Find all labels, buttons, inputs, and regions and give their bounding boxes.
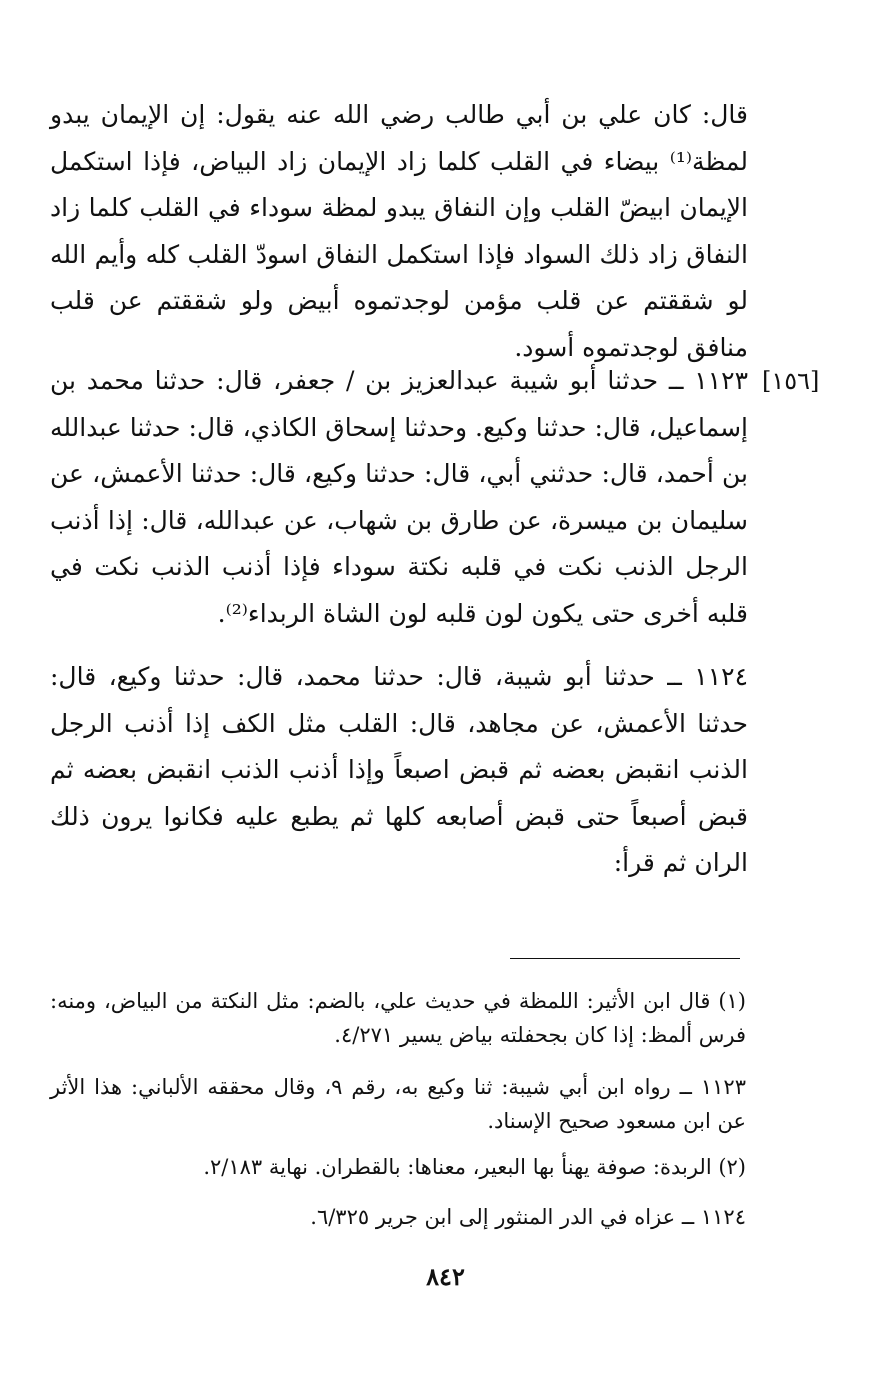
footnote-1123: ١١٢٣ ــ رواه ابن أبي شيبة: ثنا وكيع به، رقم ٩، وقال محققه الألباني: هذا الأثر عن ابن مسعود صحيح الإسناد. xyxy=(50,1075,746,1133)
footnote-1: (١) قال ابن الأثير: اللمظة في حديث علي، بالضم: مثل النكتة من البياض، ومنه: فرس ألمظ: إذا كان بجحفلته بياض يسير ٤/٢٧١. xyxy=(50,989,746,1047)
footnote-separator xyxy=(510,958,740,959)
body-paragraph-1123: ١١٢٣ ــ حدثنا أبو شيبة عبدالعزيز بن / جعفر، قال: حدثنا محمد بن إسماعيل، قال: حدثنا وكيع. وحدثنا إسحاق الكاذي، قال: حدثنا عبدالله بن أحمد، قال: حدثني أبي، قال: حدثنا وكيع، قال: حدثنا الأعمش، عن سليمان بن ميسرة، عن طارق بن شهاب، عن عبدالله، قال: إذا أذنب الرجل الذنب نكت في قلبه نكتة سوداء فإذا أذنب الذنب نكت في قلبه أخرى حتى يكون لون قلبه لون الشاة الربداء⁽²⁾. xyxy=(50,366,748,628)
page-number: ٨٤٢ xyxy=(426,1262,465,1291)
body-paragraph-1124: ١١٢٤ ــ حدثنا أبو شيبة، قال: حدثنا محمد، قال: حدثنا وكيع، قال: حدثنا الأعمش، عن مجاهد، قال: القلب مثل الكف إذا أذنب الرجل الذنب انقبض بعضه ثم قبض اصبعاً وإذا أذنب الذنب انقبض بعضه ثم قبض أصبعاً حتى قبض أصابعه كلها ثم يطبع عليه فكانوا يرون ذلك الران ثم قرأ: xyxy=(50,662,748,877)
body-paragraph-1: قال: كان علي بن أبي طالب رضي الله عنه يقول: إن الإيمان يبدو لمظة⁽¹⁾ بيضاء في القلب كلما زاد الإيمان زاد البياض، فإذا استكمل الإيمان ابيضّ القلب وإن النفاق يبدو لمظة سوداء في القلب كلما زاد النفاق زاد ذلك السواد فإذا استكمل النفاق اسودّ القلب كله وأيم الله لو شققتم عن قلب مؤمن لوجدتموه أبيض ولو شققتم عن قلب منافق لوجدتموه أسود. xyxy=(50,100,748,362)
margin-page-reference: [١٥٦] xyxy=(762,367,820,395)
footnote-1124: ١١٢٤ ــ عزاه في الدر المنثور إلى ابن جرير ٦/٣٢٥. xyxy=(310,1205,746,1229)
footnote-2: (٢) الربدة: صوفة يهنأ بها البعير، معناها: بالقطران. نهاية ٢/١٨٣. xyxy=(203,1155,746,1179)
